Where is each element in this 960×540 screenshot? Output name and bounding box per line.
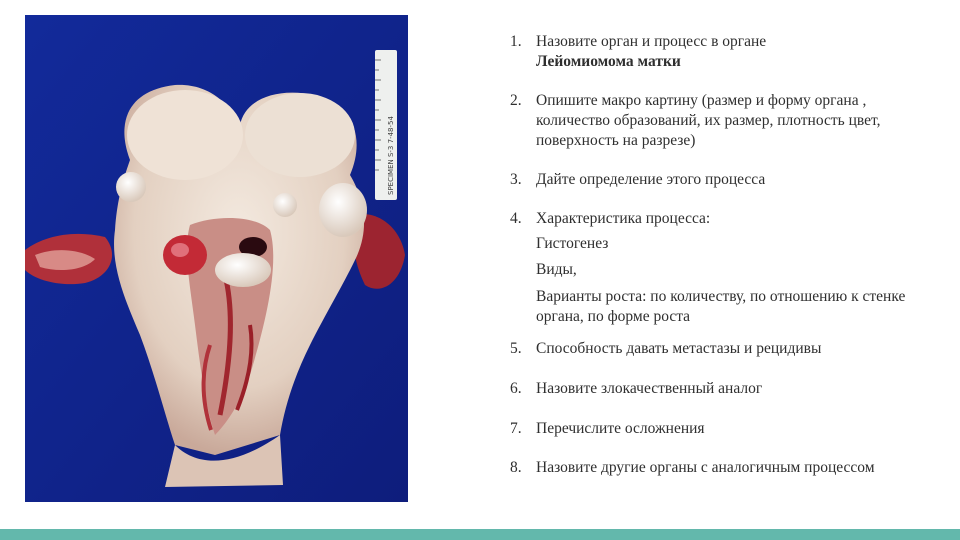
- question-item-6: [510, 379, 940, 399]
- small-nodule-left: [116, 172, 146, 202]
- ruler-label: SPECIMEN S-3 7-48-54: [387, 116, 395, 195]
- question-item-5: [510, 339, 940, 359]
- question-item-4: [510, 209, 940, 327]
- sub-item-histogenesis: Гистогенез: [536, 235, 609, 252]
- question-number: 7.: [510, 420, 522, 437]
- subserous-nodule-right: [319, 183, 367, 237]
- sub-item-types: Виды,: [536, 261, 577, 278]
- ruler: [375, 50, 397, 200]
- question-text: Перечислите осложнения: [536, 420, 705, 437]
- footer-accent-bar: [0, 529, 960, 540]
- question-item-3: [510, 170, 940, 190]
- question-number: 8.: [510, 459, 522, 476]
- question-number: 4.: [510, 210, 522, 227]
- question-text: Назовите орган и процесс в органе: [536, 33, 767, 50]
- question-number: 5.: [510, 340, 522, 357]
- question-text: Характеристика процесса:: [536, 210, 711, 227]
- question-number: 1.: [510, 33, 522, 50]
- question-number: 3.: [510, 171, 522, 188]
- uterus-specimen-image: [25, 15, 408, 502]
- small-nodule-center: [273, 193, 297, 217]
- fundus-right-lobe: [245, 93, 355, 177]
- question-text: Способность давать метастазы и рецидивы: [536, 340, 822, 357]
- question-text: Опишите макро картину (размер и форму органа , количество образований, их размер, плотность цвет, поверхность на разрезе): [536, 92, 881, 149]
- question-item-1: [510, 32, 940, 72]
- question-number: 2.: [510, 92, 522, 109]
- question-item-7: [510, 419, 940, 439]
- question-item-2: [510, 91, 940, 151]
- answer-text: Лейомиомома матки: [536, 53, 681, 70]
- fundus-left-lobe: [127, 90, 243, 180]
- specimen-photo: [25, 15, 408, 502]
- question-number: 6.: [510, 380, 522, 397]
- submucous-nodule: [215, 253, 271, 287]
- question-text: Дайте определение этого процесса: [536, 171, 766, 188]
- question-item-8: [510, 458, 940, 478]
- question-text: Назовите злокачественный аналог: [536, 380, 763, 397]
- sub-item-growth: Варианты роста: по количеству, по отношению к стенке органа, по форме роста: [536, 288, 906, 325]
- question-text: Назовите другие органы с аналогичным процессом: [536, 459, 875, 476]
